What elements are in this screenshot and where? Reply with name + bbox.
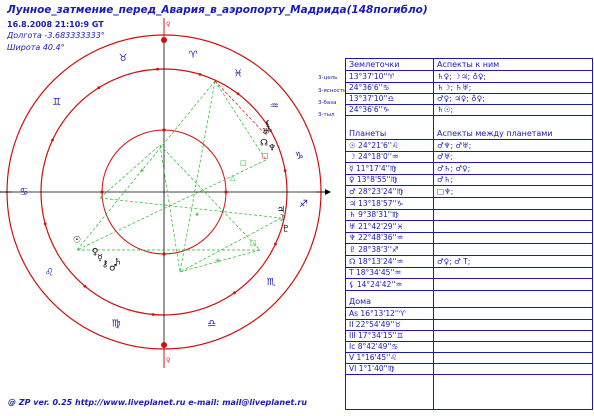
planet-aspects-header: Аспекты между планетами [437,129,553,138]
table-row [346,71,592,83]
sign-boundary-tick [237,92,240,95]
selena-icon: ⚷ [101,259,109,270]
side-label-clarity: 3-ясность [318,88,347,94]
table-row [346,256,592,268]
table-row [346,279,592,291]
position-cell: VI 1°1'40''♍ [349,363,395,373]
svg-text:♀: ♀ [166,357,171,364]
chart-title: Лунное_затмение_перед_Авария_в_аэропорту_Мадрида(148погибло) [7,4,428,16]
mars-icon: ♂ [108,263,118,274]
sign-boundary-tick [233,291,236,294]
uranus-icon: ♅ [261,127,271,138]
position-cell: Ic 8°42'49''♋ [349,341,399,351]
sign-boundary-tick [51,139,54,142]
table-row [346,221,592,233]
sign-boundary-tick [84,285,87,288]
table-row [346,233,592,245]
table-row [346,82,592,94]
table-row [346,175,592,187]
position-cell: ♄ 9°38'31''♍ [349,210,399,220]
position-cell: ♆ 22°48'36''♒ [349,233,404,243]
table-row [346,268,592,280]
position-cell: ☉ 24°21'6''♌ [349,140,399,150]
position-cell: ☽ 24°18'0''♒ [349,152,399,162]
table-row [346,210,592,222]
cancer-icon: ♋ [19,187,29,198]
position-cell: 13°37'10''♈ [349,71,395,81]
position-cell: ♂ 28°23'24''♍ [349,186,404,196]
sign-boundary-tick [284,169,287,172]
aspects-cell: ♄☽; ♄♅; [437,82,472,92]
position-cell: ♅ 21°42'29''♓ [349,221,404,231]
mercury-icon: ☿ [97,253,103,264]
table-row [346,319,592,331]
sign-boundary-tick [199,73,202,76]
position-cell: III 17°34'15''♊ [349,330,404,340]
capricorn-icon: ♑ [294,150,304,162]
position-cell: T 18°34'45''♒ [349,268,402,278]
jupiter-icon: ♃ [276,205,286,216]
aspects-panel [345,58,593,410]
sun-icon: ☉ [72,235,82,246]
planets-header: Планеты [349,129,387,138]
table-row [346,140,592,152]
position-cell: ♀ 13°8'55''♍ [349,175,398,185]
longitude-label: Долгота -3.683333333° [7,31,105,40]
earthpoints-header: Землеточки [349,60,400,69]
pluto-icon: ♇ [281,224,291,235]
aspects-cell: ♂♆; ♂♅; [437,140,472,150]
taurus-icon: ♉ [118,53,128,65]
zodiac-rings [0,18,331,368]
node-icon: ☊ [260,138,268,149]
sign-boundary-tick [156,68,159,71]
table-row [346,244,592,256]
aspects-cell: ♂♄; [437,175,453,185]
table-row [346,198,592,210]
position-cell: ☿ 11°17'4''♍ [349,163,397,173]
position-cell: ♃ 13°18'57''♑ [349,198,404,208]
footer-credits: @ ZP ver. 0.25 http://www.liveplanet.ru e-mail: mail@liveplanet.ru [8,398,308,407]
side-label-goal: 3-цель [318,75,338,81]
table-row [346,163,592,175]
lilith-icon: ⚸ [264,119,272,130]
position-cell: ♇ 28°38'3''♐ [349,244,399,254]
svg-text:□: □ [262,152,269,160]
aquarius-icon: ♒ [269,100,279,112]
moon-icon: ☽ [276,213,286,224]
aries-icon: ♈ [188,50,198,62]
houses-header: Дома [349,297,372,306]
sign-boundary-tick [44,222,47,225]
table-row [346,330,592,342]
leo-icon: ♌ [44,267,54,279]
side-label-rear: 3-тыл [318,112,335,118]
libra-icon: ♎ [207,318,217,330]
saturn-icon: ♄ [113,257,123,268]
sagittarius-icon: ♐ [298,199,308,211]
table-row [346,104,592,116]
venus-icon: ♀ [91,247,99,258]
latitude-label: Широта 40.4° [7,43,65,52]
table-row [346,93,592,105]
svg-text:♀: ♀ [166,21,171,28]
earthpoints-aspects-header: Аспекты к ним [437,60,500,69]
position-cell: II 22°54'49''♉ [349,319,402,329]
position-cell: 13°37'10''♎ [349,93,395,103]
table-row [346,363,592,375]
table-row [346,341,592,353]
aspects-cell: □♆; [437,186,454,196]
aspects-cell: ♂♀; ♂ T; [437,256,471,266]
position-cell: V 1°16'45''♌ [349,352,398,362]
svg-text:△: △ [230,174,236,182]
aspects-cell: ♂♄; ♂♀; [437,163,471,173]
position-cell: ☊ 18°13'24''♒ [349,256,404,266]
gemini-icon: ♊ [52,97,62,109]
sign-boundary-tick [274,243,277,246]
svg-text:✳: ✳ [215,257,221,265]
chart-date: 16.8.2008 21:10:9 GT [7,20,104,29]
svg-text:□: □ [240,159,247,167]
neptune-icon: ♆ [267,143,277,154]
position-cell: ⚸ 14°24'42''♒ [349,279,403,289]
position-cell: As 16°13'12''♈ [349,308,406,318]
table-row [346,152,592,164]
table-row [346,308,592,320]
sign-boundary-tick [97,86,100,89]
svg-text:□: □ [250,239,257,247]
aspects-cell: ♄☉; [437,104,453,114]
position-cell: 24°36'6''♋ [349,82,390,92]
svg-text:⚹: ⚹ [140,166,145,174]
virgo-icon: ♍ [111,318,121,330]
table-row [346,186,592,198]
aspects-cell: ♂♀; ♃♀; ♁♀; [437,93,485,103]
aspects-cell: ♄♀; ☽♃; ♁♀; [437,71,486,81]
svg-text:⚹: ⚹ [195,210,200,218]
aspects-cell: ♂♅; [437,152,453,162]
position-cell: 24°36'6''♑ [349,104,390,114]
scorpio-icon: ♏ [266,276,276,288]
aspect-lines [77,81,281,272]
sign-boundary-tick [152,313,155,316]
side-label-base: 3-база [318,100,337,106]
table-row [346,352,592,364]
pisces-icon: ♓ [233,68,243,80]
